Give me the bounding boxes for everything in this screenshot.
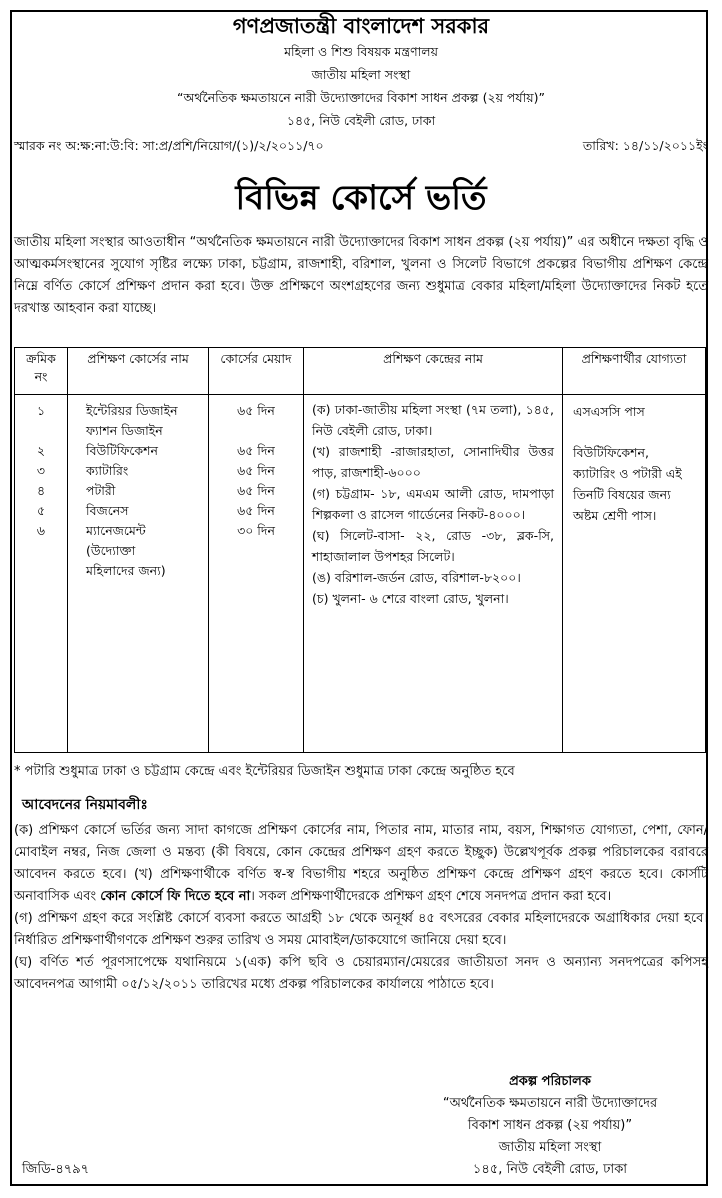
organization-name: জাতীয় মহিলা সংস্থা <box>311 67 411 82</box>
rule-paragraph-gha: (ঘ) বর্ণিত শর্ত পূরণসাপেক্ষে যথানিয়মে ১(এক) কপি ছবি ও চেয়ারম্যান/মেয়রের জাতীয়তা সনদ ও অন্যান্য সনদপত্রের কপিসহ আবেদনপত্র আগামী ০৫/১২/২০১১ তারিখের মধ্যে প্রকল্প পরিচালকের কার্যালয়ে পাঠাতে হবে। <box>14 955 708 992</box>
memo-row <box>14 138 708 158</box>
rules-heading: আবেদনের নিয়মাবলীঃ <box>22 797 148 813</box>
project-name: “অর্থনৈতিক ক্ষমতায়নে নারী উদ্যোক্তাদের বিকাশ সাধন প্রকল্প (২য় পর্যায়)” <box>177 90 545 105</box>
rule-fee-text: কোন কোর্সে ফি দিতে হবে না <box>100 889 251 904</box>
header-duration: কোর্সের মেয়াদ <box>209 348 304 395</box>
rule-ka-text: (ক) প্রশিক্ষণ কোর্সে ভর্তির জন্য সাদা কাগজে প্রশিক্ষণ কোর্সের নাম, পিতার নাম, মাতার নাম, বয়স, শিক্ষাগত যোগ্যতা, পেশা, ফোন/মোবাইল নম্বর, নিজ জেলা ও মন্তব্য (কী বিষয়ে, কোন কেন্দ্রের প্রশিক্ষণ গ্রহণ করতে ইচ্ছুক) উল্লেখপূর্বক প্রকল্প পরিচালকের বরাবরে আবেদন করতে হবে। (খ) প্রশিক্ষণার্থীকে বর্ণিত স্ব-স্ব বিভাগীয় শহরে অনুষ্ঠিত প্রশিক্ষণ কেন্দ্রে প্রশিক্ষণ গ্রহণ করতে হবে। কোর্সটি অনাবাসিক এবং <box>14 823 708 904</box>
serial-number: ১ <box>36 403 46 418</box>
rule-paragraph-ka <box>14 820 708 908</box>
course-duration: ৩০ দিন <box>237 523 275 538</box>
gd-code: জিডি-৪৭৯৭ <box>22 1162 90 1177</box>
signatory-project-line1: “অর্থনৈতিক ক্ষমতায়নে নারী উদ্যোক্তাদের <box>442 1096 658 1111</box>
course-duration: ৬৫ দিন <box>237 483 275 498</box>
course-table <box>14 347 706 753</box>
issue-date: তারিখ: ১৪/১১/২০১১ইং <box>582 138 708 153</box>
header-qualification: প্রশিক্ষণার্থীর যোগ্যতা <box>563 348 706 395</box>
course-name: ম্যানেজমেন্ট <box>86 523 146 538</box>
memo-number: স্মারক নং অ:ক্ষ:না:উ:বি: সা:প্র/প্রশি/নিয়োগ/(১)/২/২০১১/৭০ <box>14 138 324 153</box>
training-center: (ক) ঢাকা-জাতীয় মহিলা সংস্থা (৭ম তলা), ১৪৫, নিউ বেইলী রোড, ঢাকা। <box>312 402 554 438</box>
page-title: বিভিন্ন কোর্সে ভর্তি <box>235 178 487 218</box>
duration-cell <box>209 395 304 753</box>
signatory-address: ১৪৫, নিউ বেইলী রোড, ঢাকা <box>472 1162 628 1177</box>
course-duration: ৬৫ দিন <box>237 403 275 418</box>
qualification-cell <box>563 395 706 753</box>
serial-number: ৪ <box>36 483 46 498</box>
course-name: বিজনেস <box>86 503 129 518</box>
rule-paragraph-ga: (গ) প্রশিক্ষণ গ্রহণ করে সংশ্লিষ্ট কোর্সে ব্যবসা করতে আগ্রহী ১৮ থেকে অনূর্ধ্ব ৪৫ বৎসরের বেকার মহিলাদেরকে অগ্রাধিকার দেয়া হবে। নির্ধারিত প্রশিক্ষণার্থীগণকে প্রশিক্ষণ শুরুর তারিখ ও সময় মোবাইল/ডাকযোগে জানিয়ে দেয়া হবে। <box>14 911 708 948</box>
header-course: প্রশিক্ষণ কোর্সের নাম <box>68 348 209 395</box>
course-name: ক্যাটারিং <box>86 463 129 478</box>
signatory-organization: জাতীয় মহিলা সংস্থা <box>498 1140 602 1155</box>
course-name: বিউটিফিকেশন <box>86 443 158 458</box>
training-center: (খ) রাজশাহী -রাজারহাতা, সোনাদিঘীর উত্তর পাড়, রাজশাহী-৬০০০ <box>312 444 554 480</box>
training-center: (ঙ) বরিশাল-জর্ডন রোড, বরিশাল-৮২০০। <box>312 570 521 585</box>
training-center: (চ) খুলনা- ৬ শেরে বাংলা রোড, খুলনা। <box>312 591 509 606</box>
table-header-row <box>15 348 706 395</box>
rules-section <box>14 820 708 996</box>
serial-number: ৫ <box>36 503 46 518</box>
course-duration: ৬৫ দিন <box>237 503 275 518</box>
qualification-ssc: এসএসসি পাস <box>573 404 645 419</box>
venue-note: * পটারি শুধুমাত্র ঢাকা ও চট্টগ্রাম কেন্দ্রে এবং ইন্টেরিয়র ডিজাইন শুধুমাত্র ঢাকা কেন্দ্রে অনুষ্ঠিত হবে <box>14 764 515 779</box>
signatory-title: প্রকল্প পরিচালক <box>509 1074 591 1089</box>
serial-number <box>19 421 63 441</box>
training-center: (গ) চট্টগ্রাম- ১৮, এমএম আলী রোড, দামপাড়া শিল্পকলা ও রাসেল গার্ডেনের নিকট-৪০০০। <box>312 486 554 522</box>
ministry-name: মহিলা ও শিশু বিষয়ক মন্ত্রণালয় <box>284 44 438 59</box>
rule-fee-rest: । সকল প্রশিক্ষণার্থীদেরকে প্রশিক্ষণ গ্রহণ শেষে সনদপত্র প্রদান করা হবে। <box>250 889 612 904</box>
serial-number: ৩ <box>36 463 46 478</box>
government-title: গণপ্রজাতন্ত্রী বাংলাদেশ সরকার <box>232 14 490 38</box>
header-centers: প্রশিক্ষণ কেন্দ্রের নাম <box>304 348 563 395</box>
serial-number: ৬ <box>36 523 46 538</box>
serial-number: ২ <box>36 443 46 458</box>
qualification-class-eight: বিউটিফিকেশন, ক্যাটারিং ও পটারী এই তিনটি বিষয়ের জন্য অষ্টম শ্রেণী পাস। <box>573 445 682 523</box>
course-duration: ৬৫ দিন <box>237 443 275 458</box>
centers-cell <box>304 395 563 753</box>
course-name: ইন্টেরিয়র ডিজাইন <box>86 403 178 418</box>
training-center: (ঘ) সিলেট-বাসা- ২২, রোড -৩৮, ব্লক-সি, শাহাজালাল উপশহর সিলেট। <box>312 528 554 564</box>
course-cell <box>68 395 209 753</box>
office-address: ১৪৫, নিউ বেইলী রোড, ঢাকা <box>286 113 436 128</box>
signatory-project-line2: বিকাশ সাধন প্রকল্প (২য় পর্যায়)” <box>467 1118 633 1133</box>
course-name: পটারী <box>86 483 116 498</box>
course-name: মহিলাদের জন্য) <box>86 563 166 578</box>
table-row <box>15 395 706 753</box>
course-name: ফ্যাশন ডিজাইন <box>86 423 163 438</box>
course-duration <box>213 421 299 441</box>
header-serial: ক্রমিক নং <box>15 348 68 395</box>
course-name: (উদ্যোক্তা <box>86 543 136 558</box>
serial-cell <box>15 395 68 753</box>
course-duration: ৬৫ দিন <box>237 463 275 478</box>
intro-paragraph: জাতীয় মহিলা সংস্থার আওতাধীন “অর্থনৈতিক ক্ষমতায়নে নারী উদ্যোক্তাদের বিকাশ সাধন প্রকল্প (২য় পর্যায়)” এর অধীনে দক্ষতা বৃদ্ধি ও আত্মকর্মসংস্থানের সুযোগ সৃষ্টির লক্ষ্যে ঢাকা, চট্টগ্রাম, রাজশাহী, বরিশাল, খুলনা ও সিলেট বিভাগে প্রকল্পের বিভাগীয় প্রশিক্ষণ কেন্দ্রে নিম্নে বর্ণিত কোর্সে প্রশিক্ষণ প্রদান করা হবে। উক্ত প্রশিক্ষণে অংশগ্রহণের জন্য শুধুমাত্র বেকার মহিলা/মহিলা উদ্যোক্তাদের নিকট হতে দরখাস্ত আহবান করা যাচ্ছে। <box>14 235 708 316</box>
